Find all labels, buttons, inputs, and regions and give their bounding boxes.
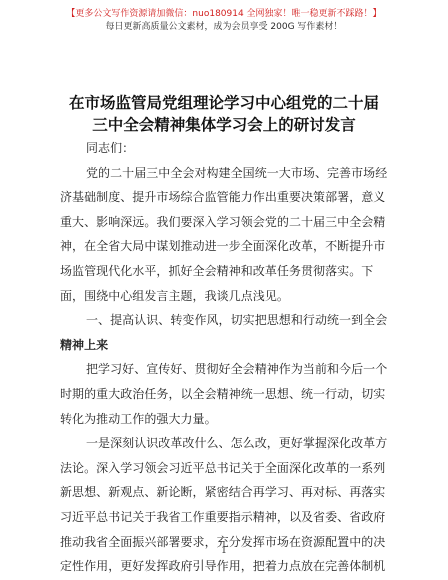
section-heading-line: 一、提高认识、转变作风，切实把思想和行动统一到全会 xyxy=(86,313,388,328)
salutation: 同志们： xyxy=(86,141,135,155)
section-heading-line xyxy=(60,333,392,358)
paragraph-line: 定性作用，更好发挥政府引导作用，把着力点放在完善体制机 xyxy=(60,559,386,574)
paragraph-line: 法论。深入学习领会习近平总书记关于全面深化改革的一系列 xyxy=(60,460,386,475)
paragraph-line: 济基础制度、提升市场综合监管能力作出重要决策部署，意义 xyxy=(60,190,386,205)
paragraph-line: 推动我省全面振兴部署要求，充分发挥市场在资源配置中的决 xyxy=(60,534,386,549)
paragraph-line: 习近平总书记关于我省工作重要指示精神，以及省委、省政府 xyxy=(60,509,386,524)
paragraph-line: 党的二十届三中全会对构建全国统一大市场、完善市场经 xyxy=(86,165,388,180)
paragraph-line: 转化为推动工作的强大力量。 xyxy=(60,411,217,426)
promo-line-2: 每日更新高质量公文素材，成为会员享受 200G 写作素材！ xyxy=(105,22,343,32)
title-line-2: 三中全会精神集体学习会上的研讨发言 xyxy=(92,116,356,134)
paragraph-line: 场监管现代化水平，抓好全会精神和改革任务贯彻落实。下 xyxy=(60,263,374,278)
paragraph-line: 新思想、新观点、新论断，紧密结合再学习、再对标、再落实 xyxy=(60,485,386,500)
promo-banner xyxy=(0,8,448,34)
paragraph-line: 把学习好、宣传好、贯彻好全会精神作为当前和今后一个 xyxy=(86,362,388,377)
paragraph-line: 面，围绕中心组发言主题，我谈几点浅见。 xyxy=(60,288,289,303)
paragraph-line: 重大、影响深远。我们要深入学习领会党的二十届三中全会精 xyxy=(60,214,386,229)
title-line-1: 在市场监管局党组理论学习中心组党的二十届 xyxy=(68,94,379,112)
promo-line-1: 【更多公文写作资源请加微信：nuo180914 全网独家！唯一稳更新不踩路！】 xyxy=(66,9,382,19)
page-number: 1 xyxy=(221,546,227,556)
paragraph-line: 时期的重大政治任务，以全会精神统一思想、统一行动，切实 xyxy=(60,386,386,401)
section-heading-bold: 精神上来 xyxy=(60,337,109,352)
document-title xyxy=(30,92,418,136)
paragraph-line: 一是深刻认识改革改什么、怎么改，更好掌握深化改革方 xyxy=(86,436,388,451)
paragraph-line: 神，在全省大局中谋划推动进一步全面深化改革，不断提升市 xyxy=(60,239,386,254)
document-body xyxy=(60,136,392,579)
